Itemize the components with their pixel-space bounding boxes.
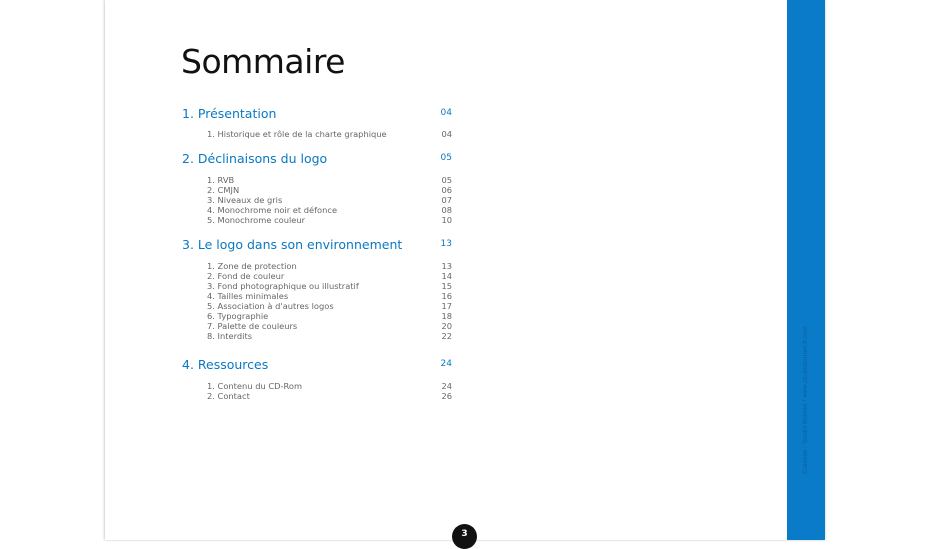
toc-item-page-number: 24 (441, 381, 452, 391)
toc-item-label: 2. CMJN (207, 185, 240, 195)
toc-item-page-number: 05 (441, 175, 452, 185)
toc-item[interactable] (182, 321, 454, 331)
toc-item-list (182, 129, 454, 139)
page-title: Sommaire (181, 42, 345, 81)
toc-item-label: 4. Tailles minimales (207, 291, 289, 301)
toc-item[interactable] (182, 129, 454, 139)
toc-item-page-number: 13 (441, 261, 452, 271)
toc-item[interactable] (182, 301, 454, 311)
toc-item[interactable] (182, 331, 454, 341)
toc-section-title: 2. Déclinaisons du logo (182, 151, 328, 166)
toc-item[interactable] (182, 391, 454, 401)
toc-item[interactable] (182, 381, 454, 391)
toc-item-page-number: 22 (441, 331, 452, 341)
toc-section-3 (182, 237, 454, 341)
toc-item[interactable] (182, 215, 454, 225)
toc-item-label: 1. Contenu du CD-Rom (207, 381, 303, 391)
toc-item-list (182, 175, 454, 225)
toc-item-page-number: 16 (441, 291, 452, 301)
toc-item-page-number: 07 (441, 195, 452, 205)
toc-section-page-number: 24 (440, 359, 452, 369)
toc-section-header[interactable] (182, 151, 454, 167)
toc-section-header[interactable] (182, 237, 454, 253)
toc-item-label: 2. Contact (207, 391, 250, 401)
toc-item[interactable] (182, 271, 454, 281)
toc-item[interactable] (182, 195, 454, 205)
toc-item-page-number: 20 (441, 321, 452, 331)
designer-credit: Création : Studio Bornéo / www.studioborneo.fr.com (803, 326, 809, 474)
toc-section-page-number: 13 (440, 239, 452, 249)
toc-item-label: 5. Association à d'autres logos (207, 301, 334, 311)
toc-item-page-number: 04 (441, 129, 452, 139)
toc-item-page-number: 08 (441, 205, 452, 215)
toc-item[interactable] (182, 185, 454, 195)
toc-item-list (182, 381, 454, 401)
toc-item-page-number: 18 (441, 311, 452, 321)
toc-item-page-number: 15 (441, 281, 452, 291)
toc-section-1 (182, 106, 454, 139)
toc-item-label: 8. Interdits (207, 331, 253, 341)
toc-item-label: 3. Niveaux de gris (207, 195, 283, 205)
toc-item[interactable] (182, 261, 454, 271)
toc-section-2 (182, 151, 454, 225)
toc-item-label: 1. Zone de protection (207, 261, 297, 271)
toc-item-page-number: 14 (441, 271, 452, 281)
toc-item[interactable] (182, 291, 454, 301)
toc-section-4 (182, 357, 454, 401)
toc-item-label: 3. Fond photographique ou illustratif (207, 281, 359, 291)
toc-section-title: 1. Présentation (182, 106, 277, 121)
toc-item-page-number: 10 (441, 215, 452, 225)
toc-item-label: 4. Monochrome noir et défonce (207, 205, 338, 215)
toc-item[interactable] (182, 281, 454, 291)
toc-item-label: 1. Historique et rôle de la charte graphique (207, 129, 387, 139)
toc-section-header[interactable] (182, 357, 454, 373)
toc-item-page-number: 06 (441, 185, 452, 195)
toc-item-label: 6. Typographie (207, 311, 269, 321)
page-number-badge: 3 (452, 524, 477, 549)
toc-item-label: 7. Palette de couleurs (207, 321, 298, 331)
toc-item-page-number: 17 (441, 301, 452, 311)
toc-item-label: 1. RVB (207, 175, 235, 185)
toc-section-page-number: 05 (440, 153, 452, 163)
toc-section-title: 4. Ressources (182, 357, 269, 372)
toc-item-page-number: 26 (441, 391, 452, 401)
toc-item[interactable] (182, 175, 454, 185)
toc-section-header[interactable] (182, 106, 454, 122)
toc-item-label: 2. Fond de couleur (207, 271, 285, 281)
toc-item[interactable] (182, 205, 454, 215)
toc-item-label: 5. Monochrome couleur (207, 215, 306, 225)
toc-item[interactable] (182, 311, 454, 321)
toc-section-page-number: 04 (440, 108, 452, 118)
toc-item-list (182, 261, 454, 341)
toc-section-title: 3. Le logo dans son environnement (182, 237, 403, 252)
